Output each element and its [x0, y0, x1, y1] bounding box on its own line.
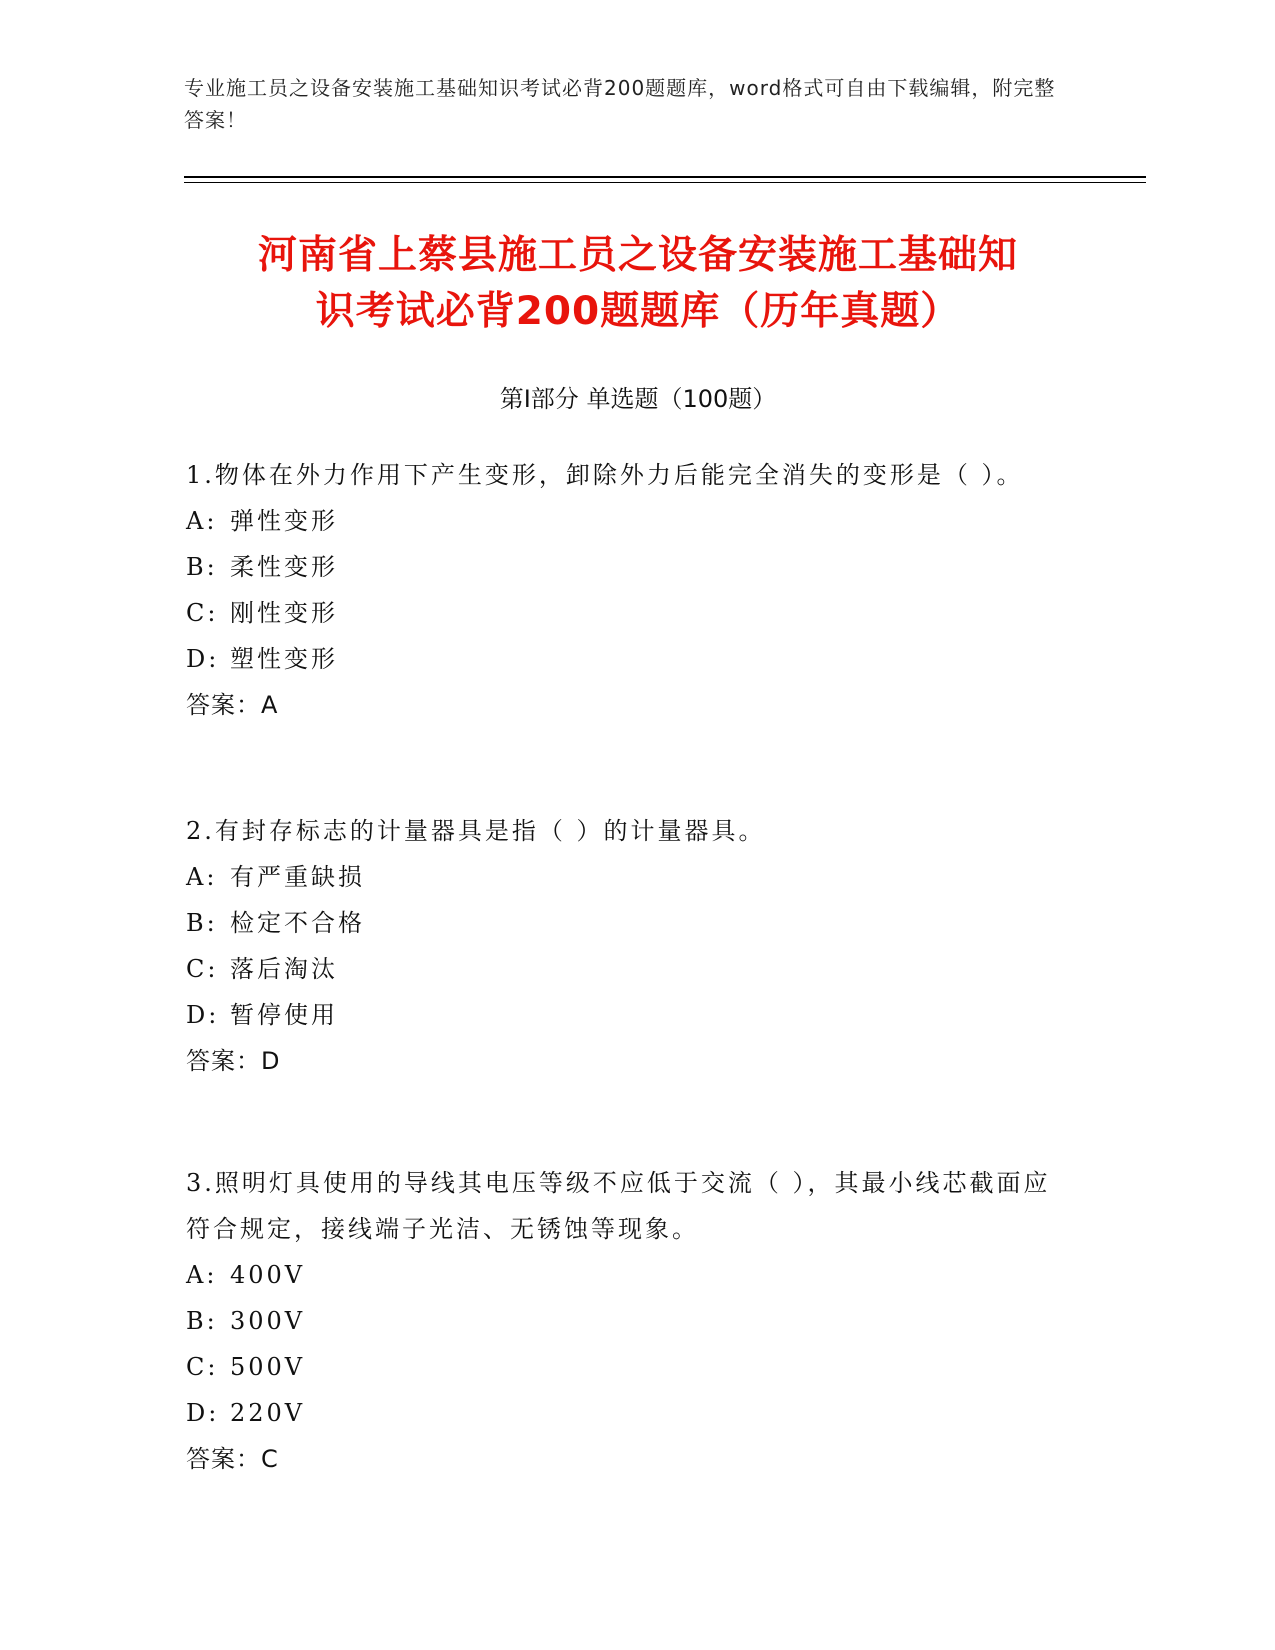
header-divider-thick [184, 176, 1146, 178]
option-text: 刚性变形 [230, 599, 338, 627]
option-c [186, 946, 1066, 992]
option-letter: D: [186, 1001, 220, 1029]
option-text: 有严重缺损 [230, 863, 365, 891]
section-title: 第I部分 单选题（100题） [499, 385, 777, 413]
question-stem: 1.物体在外力作用下产生变形，卸除外力后能完全消失的变形是（ ）。 [186, 461, 1024, 489]
question-2 [186, 808, 1066, 1084]
option-d [186, 992, 1066, 1038]
document-title [184, 228, 1092, 340]
option-text: 500V [230, 1353, 306, 1381]
option-a [186, 498, 1066, 544]
answer: 答案：D [186, 1047, 281, 1075]
option-a [186, 854, 1066, 900]
option-d [186, 1390, 1066, 1436]
option-c [186, 590, 1066, 636]
option-text: 暂停使用 [230, 1001, 338, 1029]
option-c [186, 1344, 1066, 1390]
document-title-line-2: 识考试必背200题题库（历年真题） [315, 289, 961, 334]
option-letter: C: [186, 599, 219, 627]
document-title-line-1: 河南省上蔡县施工员之设备安装施工基础知 [257, 233, 1018, 278]
option-letter: B: [186, 1307, 218, 1335]
option-letter: A: [186, 507, 218, 535]
option-b [186, 1298, 1066, 1344]
option-letter: C: [186, 1353, 219, 1381]
option-text: 检定不合格 [230, 909, 365, 937]
option-text: 塑性变形 [230, 645, 338, 673]
question-stem: 3.照明灯具使用的导线其电压等级不应低于交流（ ），其最小线芯截面应符合规定，接线端子光洁、无锈蚀等现象。 [186, 1169, 1051, 1243]
option-text: 落后淘汰 [230, 955, 338, 983]
answer: 答案：A [186, 691, 279, 719]
option-text: 弹性变形 [230, 507, 338, 535]
option-text: 300V [230, 1307, 306, 1335]
option-text: 400V [230, 1261, 306, 1289]
option-letter: C: [186, 955, 219, 983]
option-b [186, 900, 1066, 946]
option-letter: D: [186, 645, 220, 673]
option-letter: B: [186, 553, 218, 581]
option-text: 220V [230, 1399, 306, 1427]
option-letter: A: [186, 1261, 218, 1289]
option-letter: A: [186, 863, 218, 891]
header-divider-thin [184, 182, 1146, 183]
question-1 [186, 452, 1066, 728]
answer: 答案：C [186, 1445, 279, 1473]
option-text: 柔性变形 [230, 553, 338, 581]
option-d [186, 636, 1066, 682]
option-letter: B: [186, 909, 218, 937]
question-stem: 2.有封存标志的计量器具是指（ ）的计量器具。 [186, 817, 766, 845]
header-note: 专业施工员之设备安装施工基础知识考试必背200题题库，word格式可自由下载编辑，附完整答案！ [184, 76, 1056, 132]
option-b [186, 544, 1066, 590]
option-a [186, 1252, 1066, 1298]
question-3 [186, 1160, 1066, 1482]
option-letter: D: [186, 1399, 220, 1427]
